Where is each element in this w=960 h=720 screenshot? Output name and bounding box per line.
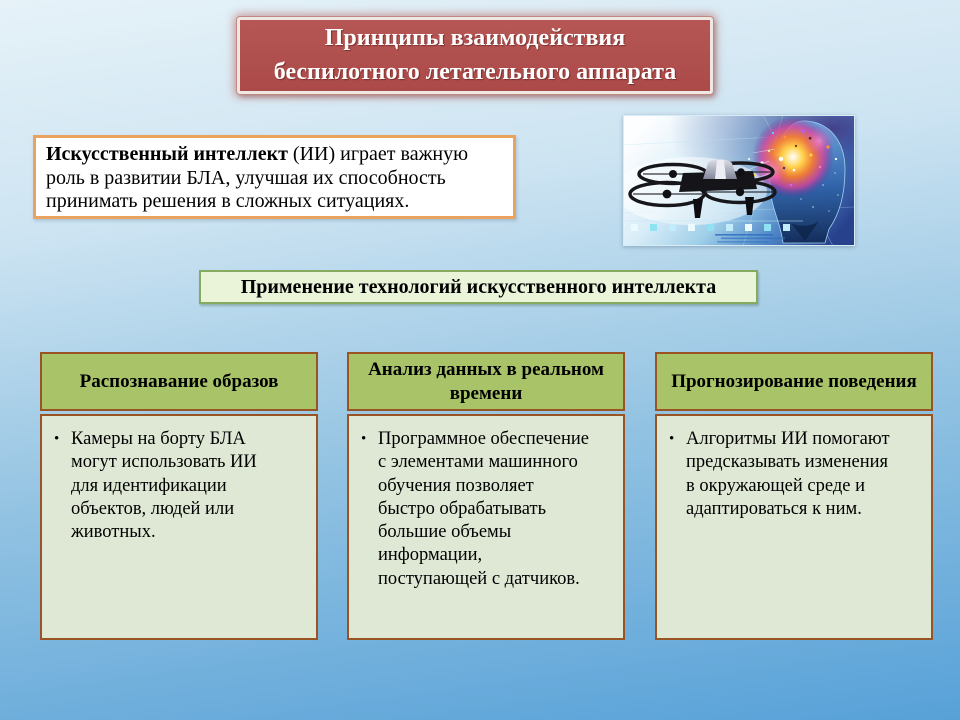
drone-ai-photo xyxy=(623,115,855,246)
bullet-icon: • xyxy=(361,431,367,447)
column-header-label: Распознавание образов xyxy=(79,370,279,392)
list-item-text: Камеры на борту БЛА могут использовать ИИ для идентификации объектов, людей или животных. xyxy=(71,429,257,543)
column-header xyxy=(347,352,625,411)
section-heading-label: Применение технологий искусственного интеллекта xyxy=(240,275,717,298)
column-pattern-recognition xyxy=(40,352,318,640)
column-behavior-prediction xyxy=(655,352,933,640)
column-header xyxy=(40,352,318,411)
bullet-icon: • xyxy=(669,431,675,447)
column-body xyxy=(655,414,933,640)
list-item-text: Программное обеспечение с элементами машинного обучения позволяет быстро обрабатывать большие объемы информации, поступающей с датчиков. xyxy=(378,429,590,589)
slide-title-line2: беспилотного летательного аппарата xyxy=(273,58,677,85)
intro-lead-text: Искусственный интеллект xyxy=(46,143,288,165)
column-header xyxy=(655,352,933,411)
drone-ai-illustration xyxy=(623,115,855,246)
list-item xyxy=(669,428,897,521)
column-realtime-analysis xyxy=(347,352,625,640)
intro-rest-text: (ИИ) играет важную роль в развитии БЛА, улучшая их способность принимать решения в сложных ситуациях. xyxy=(46,143,469,213)
column-body xyxy=(40,414,318,640)
section-heading xyxy=(199,270,758,304)
column-header-label: Прогнозирование поведения xyxy=(671,370,917,392)
intro-text-box xyxy=(33,135,516,219)
bullet-icon: • xyxy=(54,431,60,447)
list-item xyxy=(361,428,589,591)
column-body xyxy=(347,414,625,640)
list-item-text: Алгоритмы ИИ помогают предсказывать изменения в окружающей среде и адаптироваться к ним. xyxy=(686,429,890,519)
slide-title xyxy=(237,17,713,94)
list-item xyxy=(54,428,282,544)
slide-title-line1: Принципы взаимодействия xyxy=(324,24,626,51)
column-header-label: Анализ данных в реальном времени xyxy=(368,358,604,404)
